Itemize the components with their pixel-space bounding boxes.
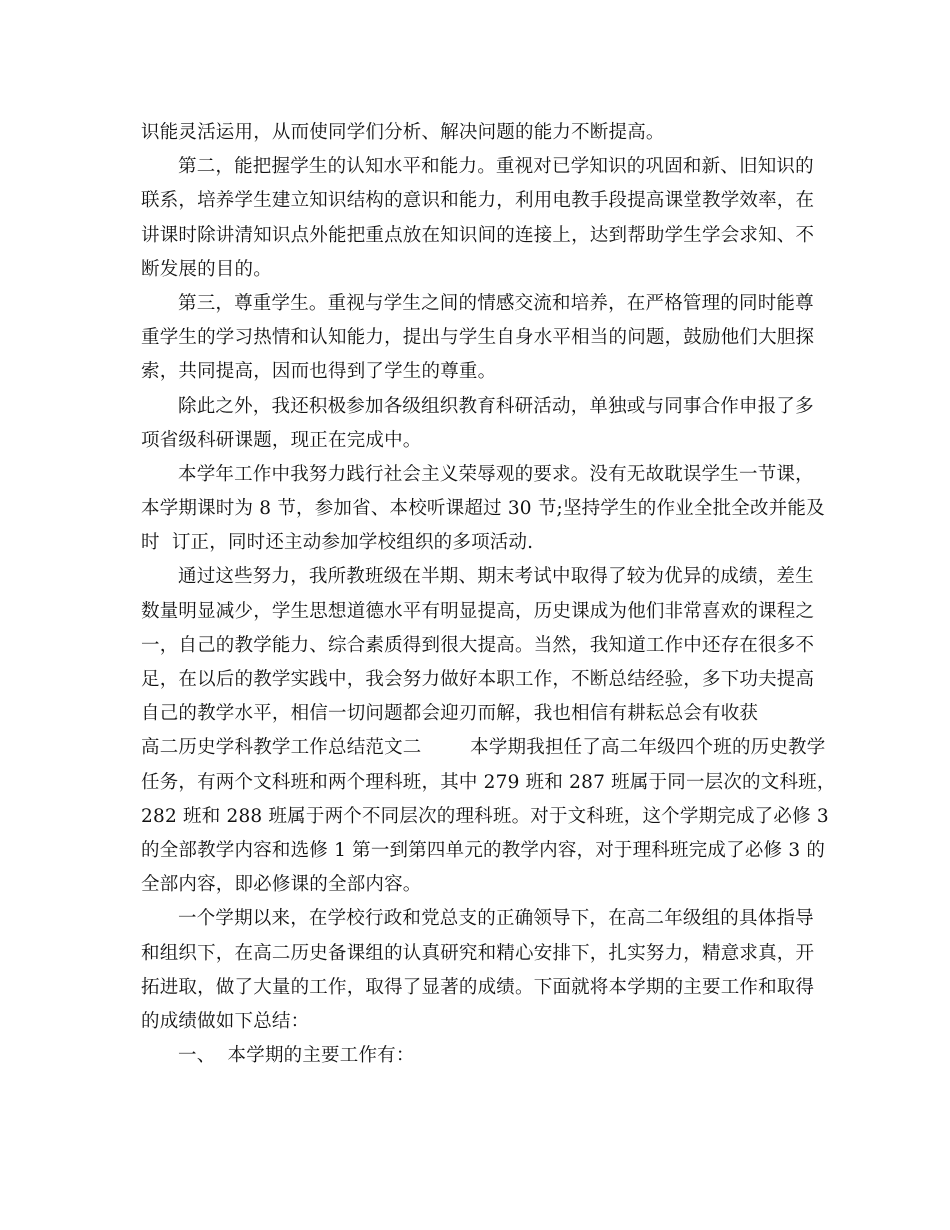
text-line: 足，在以后的教学实践中，我会努力做好本职工作，不断总结经验，多下功夫提高 [141,669,815,690]
text-line: 自己的教学水平，相信一切问题都会迎刃而解，我也相信有耕耘总会有收获 [141,703,759,725]
text-line: 时 订正，同时还主动参加学校组织的多项活动. [141,532,534,554]
text-line: 第二，能把握学生的认知水平和能力。重视对已学知识的巩固和新、旧知识的 [178,156,814,178]
text-line: 282 班和 288 班属于两个不同层次的理科班。对于文科班，这个学期完成了必修 3 [141,805,829,827]
text-line: 重学生的学习热情和认知能力，提出与学生自身水平相当的问题，鼓励他们大胆探 [141,327,815,349]
document-body [141,116,836,1073]
text-line: 高二历史学科教学工作总结范文二 本学期我担任了高二年级四个班的历史教学 [141,737,826,759]
text-line: 断发展的目的。 [141,258,272,280]
text-line: 项省级科研课题，现正在完成中。 [141,429,422,451]
text-line: 一，自己的教学能力、综合素质得到很大提高。当然，我知道工作中还存在很多不 [141,634,815,656]
text-line: 任务，有两个文科班和两个理科班，其中 279 班和 287 班属于同一层次的文科班， [141,771,836,793]
text-line: 本学期课时为 8 节，参加省、本校听课超过 30 节;坚持学生的作业全批全改并能及 [141,498,825,520]
text-line: 全部内容，即必修课的全部内容。 [141,874,422,896]
text-line: 的全部教学内容和选修 1 第一到第四单元的教学内容，对于理科班完成了必修 3 的 [141,839,826,861]
text-line: 本学年工作中我努力践行社会主义荣辱观的要求。没有无故耽误学生一节课， [178,463,814,485]
text-line: 和组织下，在高二历史备课组的认真研究和精心安排下，扎实努力，精意求真，开 [141,942,815,964]
text-line: 一、 本学期的主要工作有： [178,1045,415,1067]
text-line: 拓进取，做了大量的工作，取得了显著的成绩。下面就将本学期的主要工作和取得 [141,976,815,998]
text-line: 除此之外，我还积极参加各级组织教育科研活动，单独或与同事合作申报了多 [178,395,814,417]
text-line: 数量明显减少，学生思想道德水平有明显提高，历史课成为他们非常喜欢的课程之 [141,600,815,622]
text-line: 联系，培养学生建立知识结构的意识和能力，利用电教手段提高课堂教学效率，在 [141,190,815,212]
text-line: 第三，尊重学生。重视与学生之间的情感交流和培养，在严格管理的同时能尊 [178,292,814,314]
text-line: 讲课时除讲清知识点外能把重点放在知识间的连接上，达到帮助学生学会求知、不 [141,224,815,246]
text-line: 识能灵活运用，从而使同学们分析、解决问题的能力不断提高。 [141,122,665,143]
text-line: 索，共同提高，因而也得到了学生的尊重。 [141,361,497,383]
text-line: 通过这些努力，我所教班级在半期、期末考试中取得了较为优异的成绩，差生 [178,566,814,588]
text-line: 的成绩做如下总结： [141,1010,310,1032]
text-line: 一个学期以来，在学校行政和党总支的正确领导下，在高二年级组的具体指导 [178,908,814,930]
